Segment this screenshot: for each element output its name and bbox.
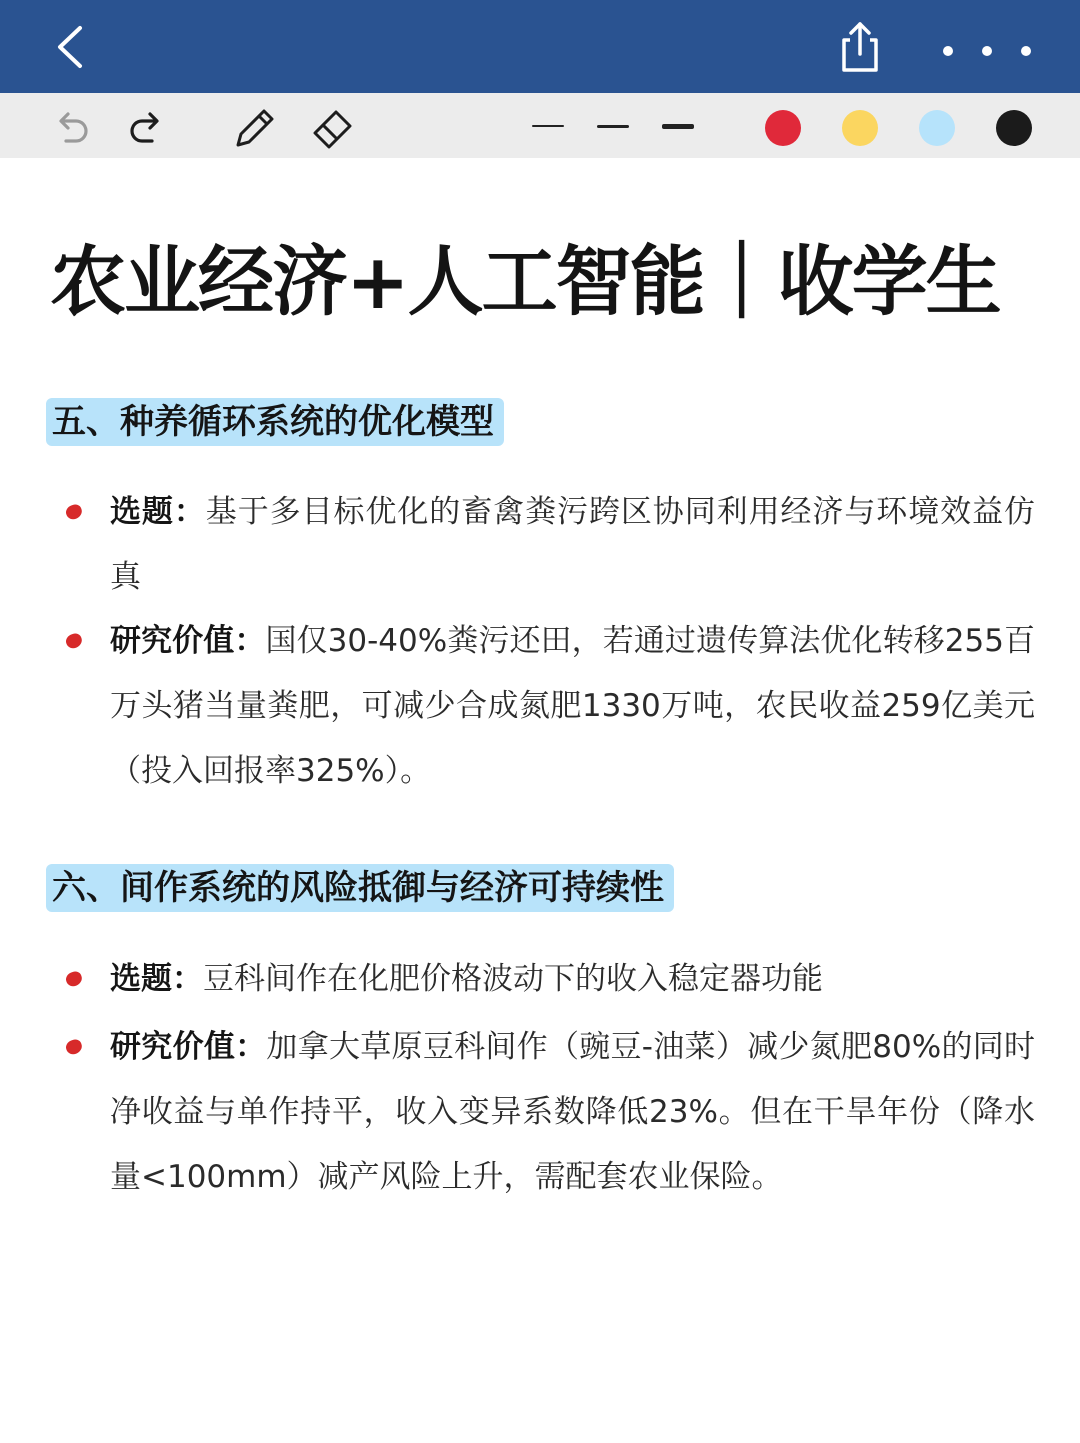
item-label: 研究价值： [110, 623, 266, 659]
redo-icon [122, 103, 170, 149]
section-heading: 五、种养循环系统的优化模型 [46, 398, 504, 446]
share-button[interactable] [832, 18, 888, 76]
item-text: 豆科间作在化肥价格波动下的收入稳定器功能 [203, 961, 823, 997]
item-text: 国仅30-40%粪污还田，若通过遗传算法优化转移255百万头猪当量粪肥，可减少合成氮肥1330万吨，农民收益259亿美元（投入回报率325%）。 [110, 623, 1036, 789]
bullet-dot [64, 632, 84, 651]
bullet-dot [64, 503, 84, 522]
redo-button[interactable] [122, 103, 170, 149]
stroke-thick-button[interactable] [658, 106, 698, 146]
color-swatch-yellow[interactable] [842, 110, 878, 146]
eraser-tool-button[interactable] [309, 103, 357, 149]
color-swatch-black[interactable] [996, 110, 1032, 146]
chevron-left-icon [44, 18, 100, 76]
list-item [110, 1015, 1035, 1210]
bullet-dot [64, 1038, 84, 1057]
more-options-button[interactable] [930, 30, 1040, 70]
color-swatch-light-blue[interactable] [919, 110, 955, 146]
item-text: 基于多目标优化的畜禽粪污跨区协同利用经济与环境效益仿真 [110, 494, 1036, 595]
more-horizontal-icon [1021, 46, 1031, 56]
item-text: 加拿大草原豆科间作（豌豆-油菜）减少氮肥80%的同时净收益与单作持平，收入变异系数降低23%。但在干旱年份（降水量<100mm）减产风险上升，需配套农业保险。 [110, 1029, 1036, 1195]
undo-icon [48, 103, 96, 149]
item-label: 选题： [110, 494, 206, 530]
stroke-thin-button[interactable] [528, 106, 568, 146]
bullet-dot [64, 970, 84, 989]
page-title: 农业经济+人工智能｜收学生 [50, 237, 1000, 326]
stroke-medium-button[interactable] [593, 106, 633, 146]
pencil-tool-button[interactable] [230, 103, 278, 149]
list-item [110, 609, 1035, 804]
undo-button[interactable] [48, 103, 96, 149]
drawing-toolbar [0, 93, 1080, 158]
color-swatch-red[interactable] [765, 110, 801, 146]
list-item [110, 480, 1035, 610]
pencil-icon [230, 103, 278, 149]
more-horizontal-icon [982, 46, 992, 56]
top-app-bar [0, 0, 1080, 93]
share-icon [832, 18, 888, 76]
eraser-icon [309, 103, 357, 149]
list-item [110, 947, 1035, 1012]
section-heading: 六、间作系统的风险抵御与经济可持续性 [46, 864, 674, 912]
item-label: 研究价值： [110, 1029, 267, 1065]
back-button[interactable] [44, 18, 100, 76]
item-label: 选题： [110, 961, 203, 997]
more-horizontal-icon [943, 46, 953, 56]
